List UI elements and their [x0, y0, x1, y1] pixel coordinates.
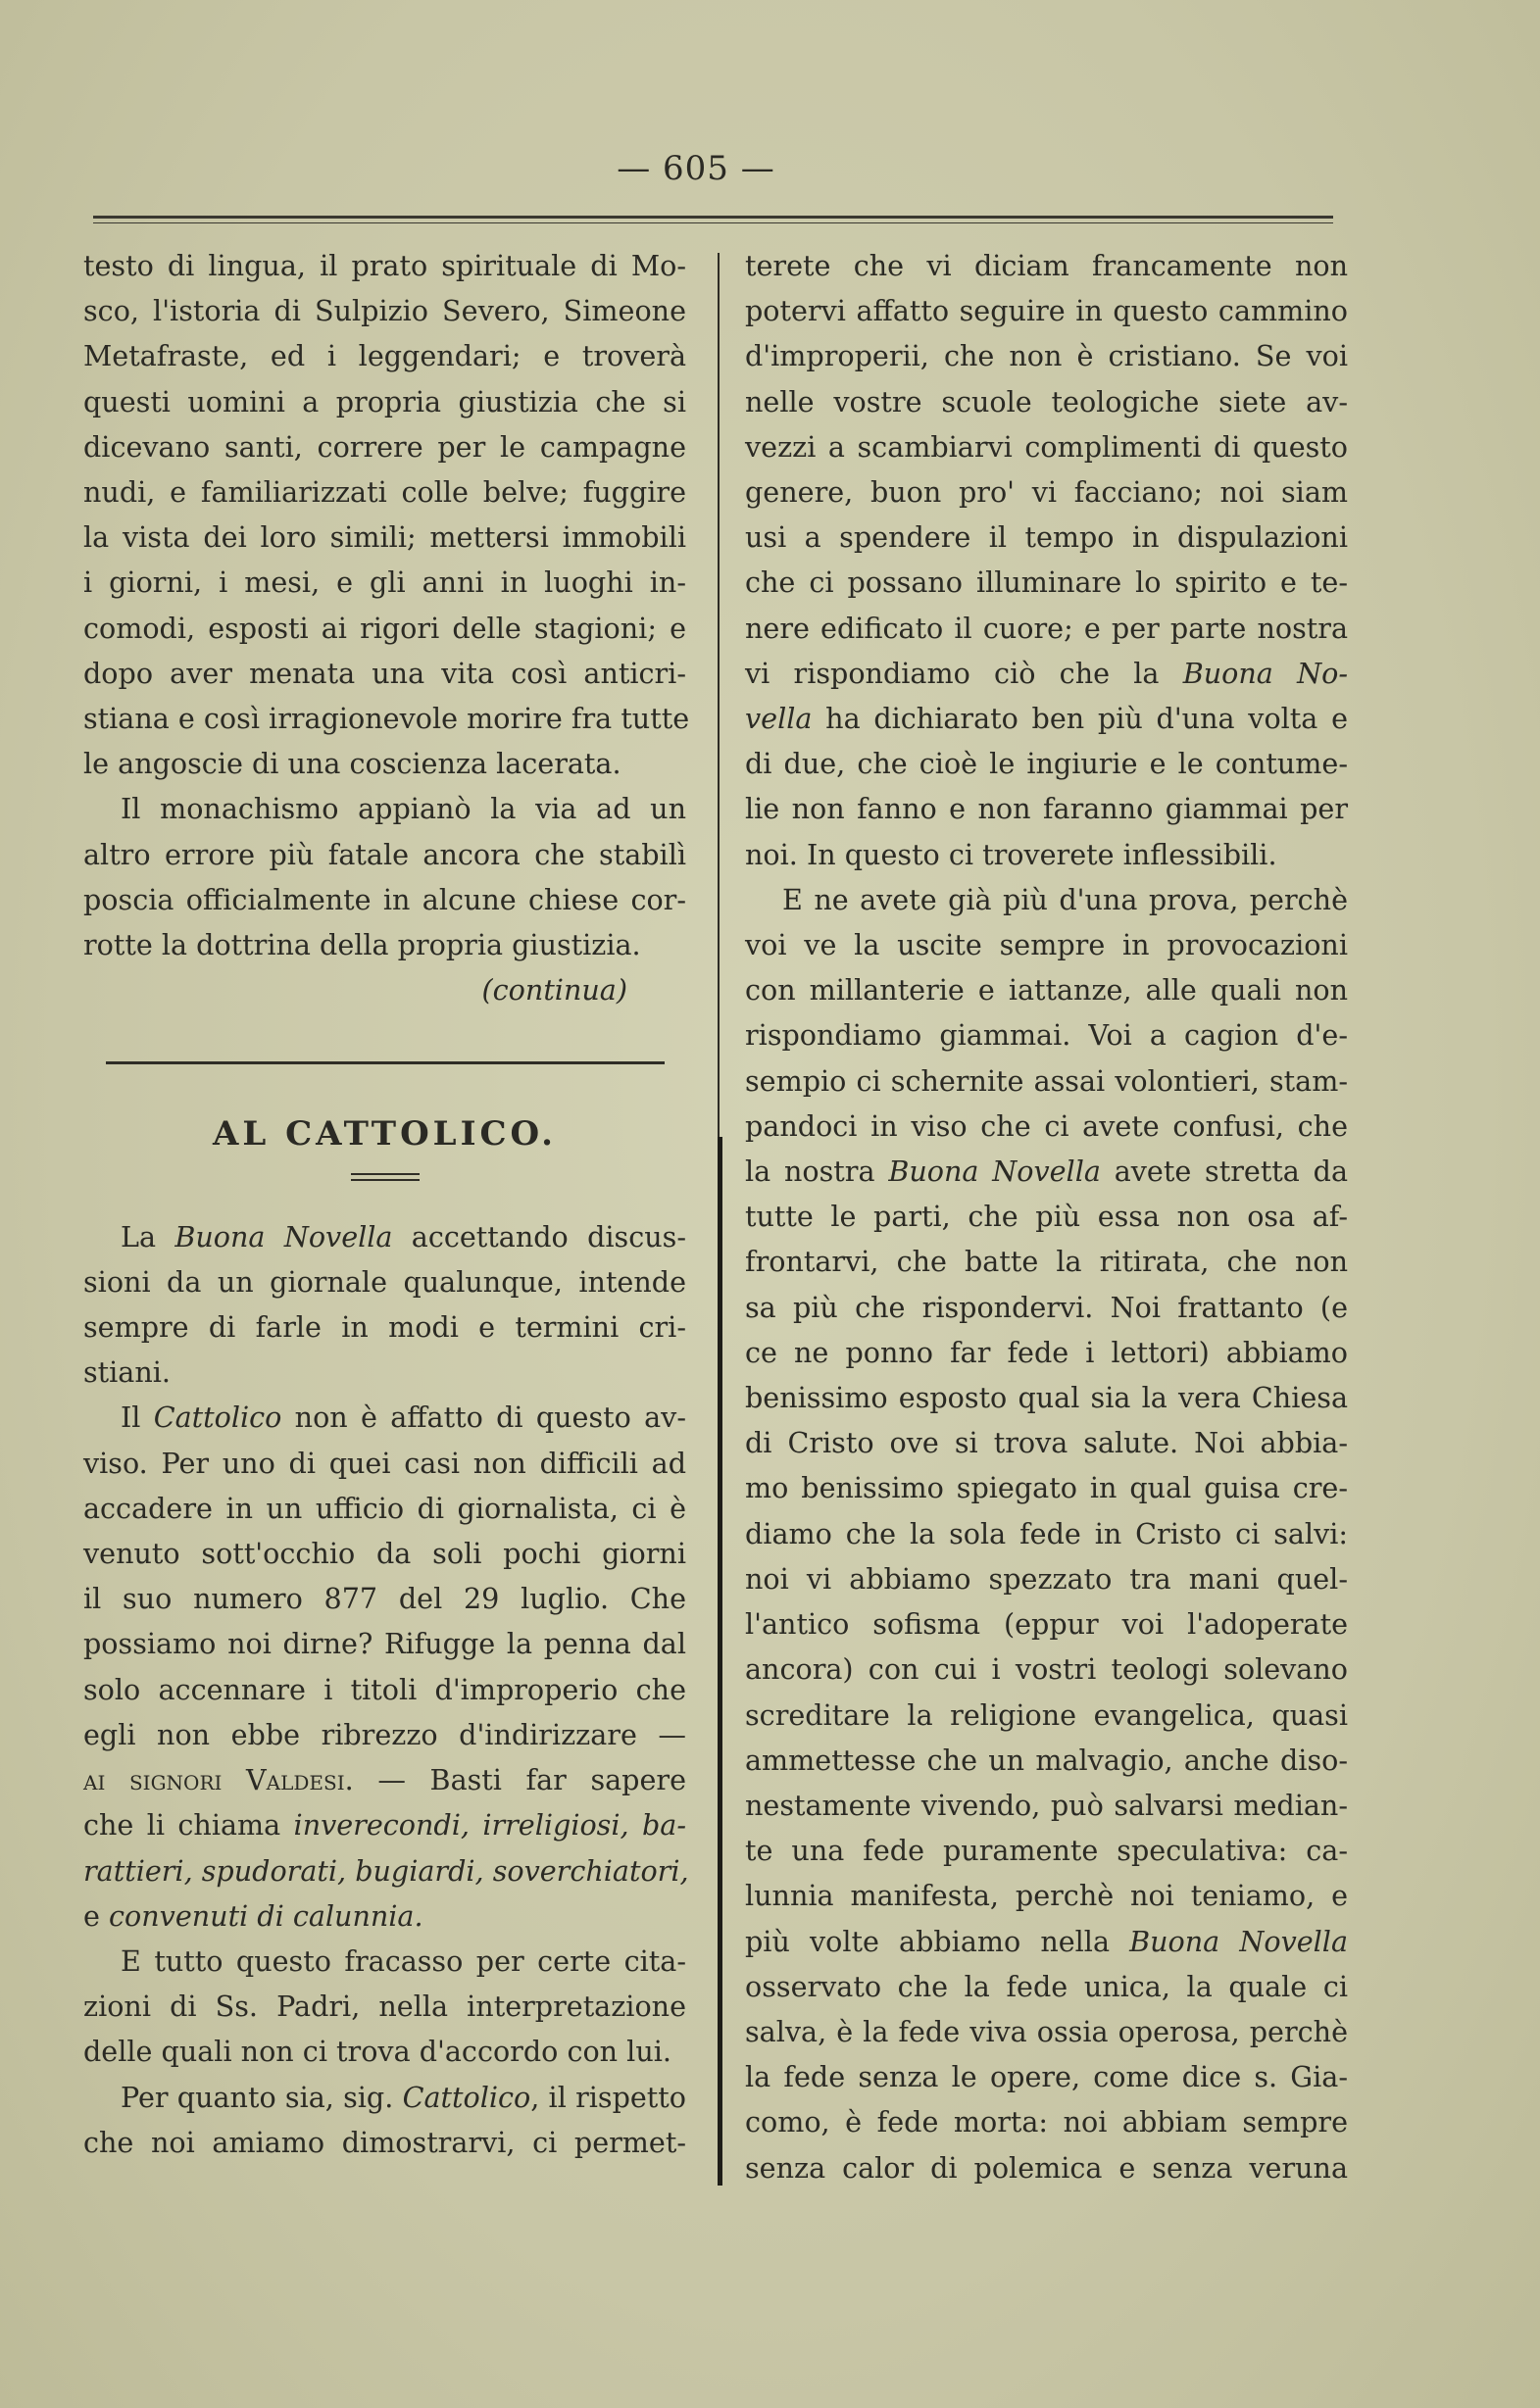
text-line: e convenuti di calunnia. [83, 1898, 423, 1933]
text-line: rotte la dottrina della propria giustizia. [83, 928, 641, 962]
text-line: ammettesse che un malvagio, anche diso- [745, 1743, 1348, 1777]
text-line: i giorni, i mesi, e gli anni in luoghi in- [83, 565, 686, 600]
text-line: terete che vi diciam francamente non [745, 249, 1348, 282]
text-line: egli non ebbe ribrezzo d'indirizzare — [83, 1717, 686, 1751]
text-line: l'antico sofisma (eppur voi l'adoperate [745, 1607, 1348, 1642]
text-line: poscia officialmente in alcune chiese cor- [83, 882, 686, 916]
text-line: usi a spendere il tempo in dispulazioni [745, 520, 1348, 555]
section-body [83, 1214, 689, 2165]
text-line: le angoscie di una coscienza lacerata. [83, 747, 621, 781]
text-line: mo benissimo spiegato in qual guisa cre- [745, 1471, 1348, 1505]
text-line: delle quali non ci trova d'accordo con lui. [83, 2035, 671, 2069]
text-line: rispondiamo giammai. Voi a cagion d'e- [745, 1018, 1348, 1053]
text-line: ai signori Valdesi. — Basti far sapere [83, 1763, 686, 1797]
text-line: venuto sott'occhio da soli pochi giorni [83, 1537, 686, 1571]
text-line: E ne avete già più d'una prova, perchè [782, 882, 1348, 916]
right-column [745, 243, 1348, 2190]
text-line: osservato che la fede unica, la quale ci [745, 1969, 1348, 2003]
section-separator [106, 1061, 665, 1064]
text-line: frontarvi, che batte la ritirata, che non [745, 1245, 1348, 1279]
text-line: vi rispondiamo ciò che la Buona No- [745, 656, 1348, 690]
text-line: nere edificato il cuore; e per parte nostra [745, 611, 1348, 645]
text-line: Metafraste, ed i leggendari; e troverà [83, 339, 686, 373]
text-line: solo accennare i titoli d'improperio che [83, 1672, 686, 1706]
text-line: la fede senza le opere, come dice s. Gia- [745, 2060, 1348, 2094]
text-line: di Cristo ove si trova salute. Noi abbia- [745, 1426, 1348, 1460]
text-line: sempre di farle in modi e termini cri- [83, 1310, 686, 1345]
text-line: la nostra Buona Novella avete stretta da [745, 1155, 1349, 1189]
text-line: accadere in un ufficio di giornalista, ci è [83, 1491, 686, 1525]
text-line: screditare la religione evangelica, quasi [745, 1697, 1348, 1732]
text-line: noi. In questo ci troverete inflessibili. [745, 837, 1277, 871]
column-divider-thick [718, 1137, 722, 2186]
text-line: salva, è la fede viva ossia operosa, perchè [745, 2014, 1348, 2048]
text-line: genere, buon pro' vi facciano; noi siam [745, 475, 1348, 510]
text-line: che ci possano illuminare lo spirito e te- [745, 565, 1348, 600]
text-line: viso. Per uno di quei casi non difficili ad [83, 1446, 686, 1480]
text-line: lunnia manifesta, perchè noi teniamo, e [745, 1879, 1348, 1913]
text-line: ce ne ponno far fede i lettori) abbiamo [745, 1335, 1348, 1369]
text-line: voi ve la uscite sempre in provocazioni [745, 928, 1348, 962]
text-line: di due, che cioè le ingiurie e le contume- [745, 747, 1348, 781]
text-line: questi uomini a propria giustizia che si [83, 384, 686, 418]
text-line: como, è fede morta: noi abbiam sempre [745, 2105, 1348, 2139]
text-line: vezzi a scambiarvi complimenti di questo [745, 429, 1348, 464]
text-line: sioni da un giornale qualunque, intende [83, 1264, 686, 1299]
text-line: sco, l'istoria di Sulpizio Severo, Simeone [83, 294, 686, 328]
text-line: tutte le parti, che più essa non osa af- [745, 1200, 1348, 1234]
text-line: ancora) con cui i vostri teologi solevano [745, 1652, 1348, 1687]
text-line: La Buona Novella accettando discus- [121, 1219, 686, 1253]
title-ornament-rule [351, 1173, 420, 1181]
text-line: sempio ci schernite assai volontieri, stam- [745, 1063, 1348, 1098]
text-line: d'improperii, che non è cristiano. Se voi [745, 339, 1348, 373]
text-line: che li chiama inverecondi, irreligiosi, ba- [83, 1808, 686, 1843]
text-line: altro errore più fatale ancora che stabilì [83, 837, 686, 871]
continua-note: (continua) [481, 973, 627, 1007]
text-line: stiana e così irragionevole morire fra tutte [83, 702, 690, 736]
text-line: pandoci in viso che ci avete confusi, che [745, 1108, 1348, 1143]
text-line: senza calor di polemica e senza veruna [745, 2150, 1348, 2185]
text-line: Il monachismo appianò la via ad un [121, 792, 686, 826]
text-line: più volte abbiamo nella Buona Novella [745, 1924, 1348, 1958]
text-line: possiamo noi dirne? Rifugge la penna dal [83, 1627, 686, 1661]
page-number: — 605 — [617, 149, 775, 188]
text-line: diamo che la sola fede in Cristo ci salvi: [745, 1516, 1348, 1550]
text-line: nestamente vivendo, può salvarsi median- [745, 1788, 1348, 1822]
text-line: te una fede puramente speculativa: ca- [745, 1834, 1348, 1868]
text-line: dopo aver menata una vita così anticri- [83, 656, 686, 690]
text-line: rattieri, spudorati, bugiardi, soverchiatori, [83, 1853, 689, 1888]
section-title: AL CATTOLICO. [212, 1114, 558, 1155]
text-line: la vista dei loro simili; mettersi immobili [83, 520, 686, 555]
text-line: testo di lingua, il prato spirituale di Mo- [83, 249, 686, 282]
text-line: con millanterie e iattanze, alle quali non [745, 973, 1348, 1007]
text-line: nelle vostre scuole teologiche siete av- [745, 384, 1348, 418]
text-line: comodi, esposti ai rigori delle stagioni; e [83, 611, 686, 645]
text-line: il suo numero 877 del 29 luglio. Che [83, 1582, 686, 1616]
text-line: vella ha dichiarato ben più d'una volta e [745, 702, 1348, 736]
text-line: benissimo esposto qual sia la vera Chiesa [745, 1381, 1348, 1415]
text-line: che noi amiamo dimostrarvi, ci permet- [83, 2125, 686, 2159]
text-line: potervi affatto seguire in questo cammino [745, 294, 1348, 328]
text-line: Per quanto sia, sig. Cattolico, il rispetto [121, 2080, 686, 2114]
article-continuation [83, 243, 690, 1012]
text-line: stiani. [83, 1355, 172, 1390]
text-line: dicevano santi, correre per le campagne [83, 429, 686, 464]
text-line: noi vi abbiamo spezzato tra mani quel- [745, 1561, 1348, 1596]
left-column [83, 243, 690, 2165]
text-line: sa più che rispondervi. Noi frattanto (e [745, 1290, 1348, 1324]
header-double-rule [93, 216, 1333, 223]
text-line: zioni di Ss. Padri, nella interpretazione [83, 1990, 686, 2024]
text-line: lie non fanno e non faranno giammai per [745, 792, 1348, 826]
text-line: Il Cattolico non è affatto di questo av- [121, 1401, 686, 1435]
text-line: E tutto questo fracasso per certe cita- [121, 1943, 686, 1978]
text-line: nudi, e familiarizzati colle belve; fuggire [83, 475, 686, 510]
